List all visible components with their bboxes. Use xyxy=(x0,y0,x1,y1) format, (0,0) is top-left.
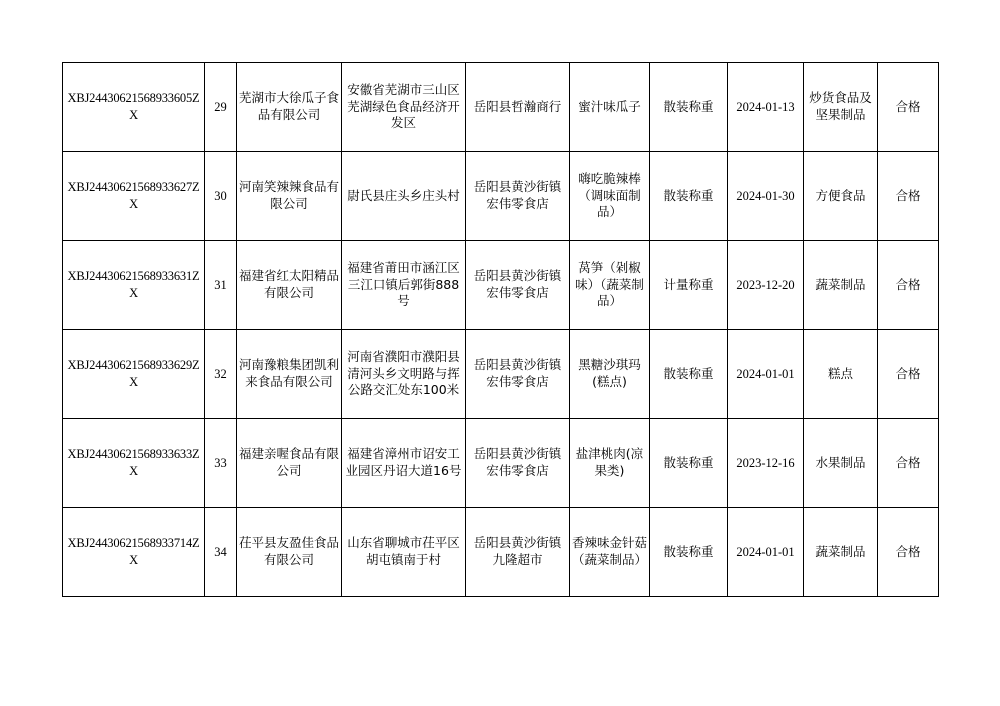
cell-conclusion: 合格 xyxy=(878,508,939,597)
cell-sequence-number: 34 xyxy=(205,508,237,597)
cell-food-category: 糕点 xyxy=(804,330,878,419)
cell-product-name: 莴笋（剁椒味）（蔬菜制品） xyxy=(570,241,650,330)
inspection-results-table xyxy=(62,62,939,597)
cell-vendor: 岳阳县哲瀚商行 xyxy=(466,63,570,152)
cell-product-name: 嗨吃脆辣棒（调味面制品） xyxy=(570,152,650,241)
cell-manufacturer-address: 福建省莆田市涵江区三江口镇后郭街888号 xyxy=(342,241,466,330)
table-row xyxy=(63,508,939,597)
cell-manufacturer-address: 山东省聊城市茌平区胡屯镇南于村 xyxy=(342,508,466,597)
cell-conclusion: 合格 xyxy=(878,63,939,152)
cell-production-date: 2024-01-01 xyxy=(728,508,804,597)
cell-production-date: 2023-12-20 xyxy=(728,241,804,330)
cell-manufacturer: 福建亲喔食品有限公司 xyxy=(237,419,342,508)
cell-manufacturer: 茌平县友盈佳食品有限公司 xyxy=(237,508,342,597)
cell-food-category: 蔬菜制品 xyxy=(804,241,878,330)
cell-report-code: XBJ24430621568933629ZX xyxy=(63,330,205,419)
cell-sequence-number: 32 xyxy=(205,330,237,419)
cell-vendor: 岳阳县黄沙街镇宏伟零食店 xyxy=(466,330,570,419)
cell-vendor: 岳阳县黄沙街镇宏伟零食店 xyxy=(466,419,570,508)
cell-food-category: 蔬菜制品 xyxy=(804,508,878,597)
cell-sequence-number: 30 xyxy=(205,152,237,241)
cell-manufacturer: 福建省红太阳精品有限公司 xyxy=(237,241,342,330)
cell-manufacturer-address: 福建省漳州市诏安工业园区丹诏大道16号 xyxy=(342,419,466,508)
cell-spec: 散装称重 xyxy=(650,419,728,508)
cell-spec: 计量称重 xyxy=(650,241,728,330)
cell-conclusion: 合格 xyxy=(878,419,939,508)
cell-report-code: XBJ24430621568933714ZX xyxy=(63,508,205,597)
cell-sequence-number: 33 xyxy=(205,419,237,508)
cell-report-code: XBJ24430621568933627ZX xyxy=(63,152,205,241)
cell-product-name: 蜜汁味瓜子 xyxy=(570,63,650,152)
table-body xyxy=(63,63,939,597)
cell-spec: 散装称重 xyxy=(650,63,728,152)
cell-conclusion: 合格 xyxy=(878,330,939,419)
cell-production-date: 2023-12-16 xyxy=(728,419,804,508)
cell-sequence-number: 29 xyxy=(205,63,237,152)
cell-food-category: 方便食品 xyxy=(804,152,878,241)
cell-food-category: 水果制品 xyxy=(804,419,878,508)
cell-product-name: 黑糖沙琪玛(糕点) xyxy=(570,330,650,419)
cell-manufacturer: 芜湖市大徐瓜子食品有限公司 xyxy=(237,63,342,152)
cell-spec: 散装称重 xyxy=(650,330,728,419)
cell-report-code: XBJ24430621568933633ZX xyxy=(63,419,205,508)
cell-conclusion: 合格 xyxy=(878,241,939,330)
cell-manufacturer-address: 尉氏县庄头乡庄头村 xyxy=(342,152,466,241)
cell-vendor: 岳阳县黄沙街镇宏伟零食店 xyxy=(466,152,570,241)
table-row xyxy=(63,63,939,152)
cell-production-date: 2024-01-01 xyxy=(728,330,804,419)
table-row xyxy=(63,152,939,241)
cell-spec: 散装称重 xyxy=(650,152,728,241)
cell-sequence-number: 31 xyxy=(205,241,237,330)
table-row xyxy=(63,419,939,508)
cell-conclusion: 合格 xyxy=(878,152,939,241)
cell-manufacturer-address: 安徽省芜湖市三山区芜湖绿色食品经济开发区 xyxy=(342,63,466,152)
cell-product-name: 香辣味金针菇（蔬菜制品） xyxy=(570,508,650,597)
cell-production-date: 2024-01-30 xyxy=(728,152,804,241)
cell-report-code: XBJ24430621568933605ZX xyxy=(63,63,205,152)
cell-spec: 散装称重 xyxy=(650,508,728,597)
table-row xyxy=(63,241,939,330)
cell-report-code: XBJ24430621568933631ZX xyxy=(63,241,205,330)
cell-vendor: 岳阳县黄沙街镇九隆超市 xyxy=(466,508,570,597)
table-row xyxy=(63,330,939,419)
inspection-results-table-wrapper xyxy=(62,62,938,597)
cell-manufacturer: 河南笑辣辣食品有限公司 xyxy=(237,152,342,241)
cell-manufacturer: 河南豫粮集团凯利来食品有限公司 xyxy=(237,330,342,419)
cell-food-category: 炒货食品及坚果制品 xyxy=(804,63,878,152)
cell-product-name: 盐津桃肉(凉果类) xyxy=(570,419,650,508)
cell-manufacturer-address: 河南省濮阳市濮阳县清河头乡文明路与挥公路交汇处东100米 xyxy=(342,330,466,419)
cell-vendor: 岳阳县黄沙街镇宏伟零食店 xyxy=(466,241,570,330)
cell-production-date: 2024-01-13 xyxy=(728,63,804,152)
